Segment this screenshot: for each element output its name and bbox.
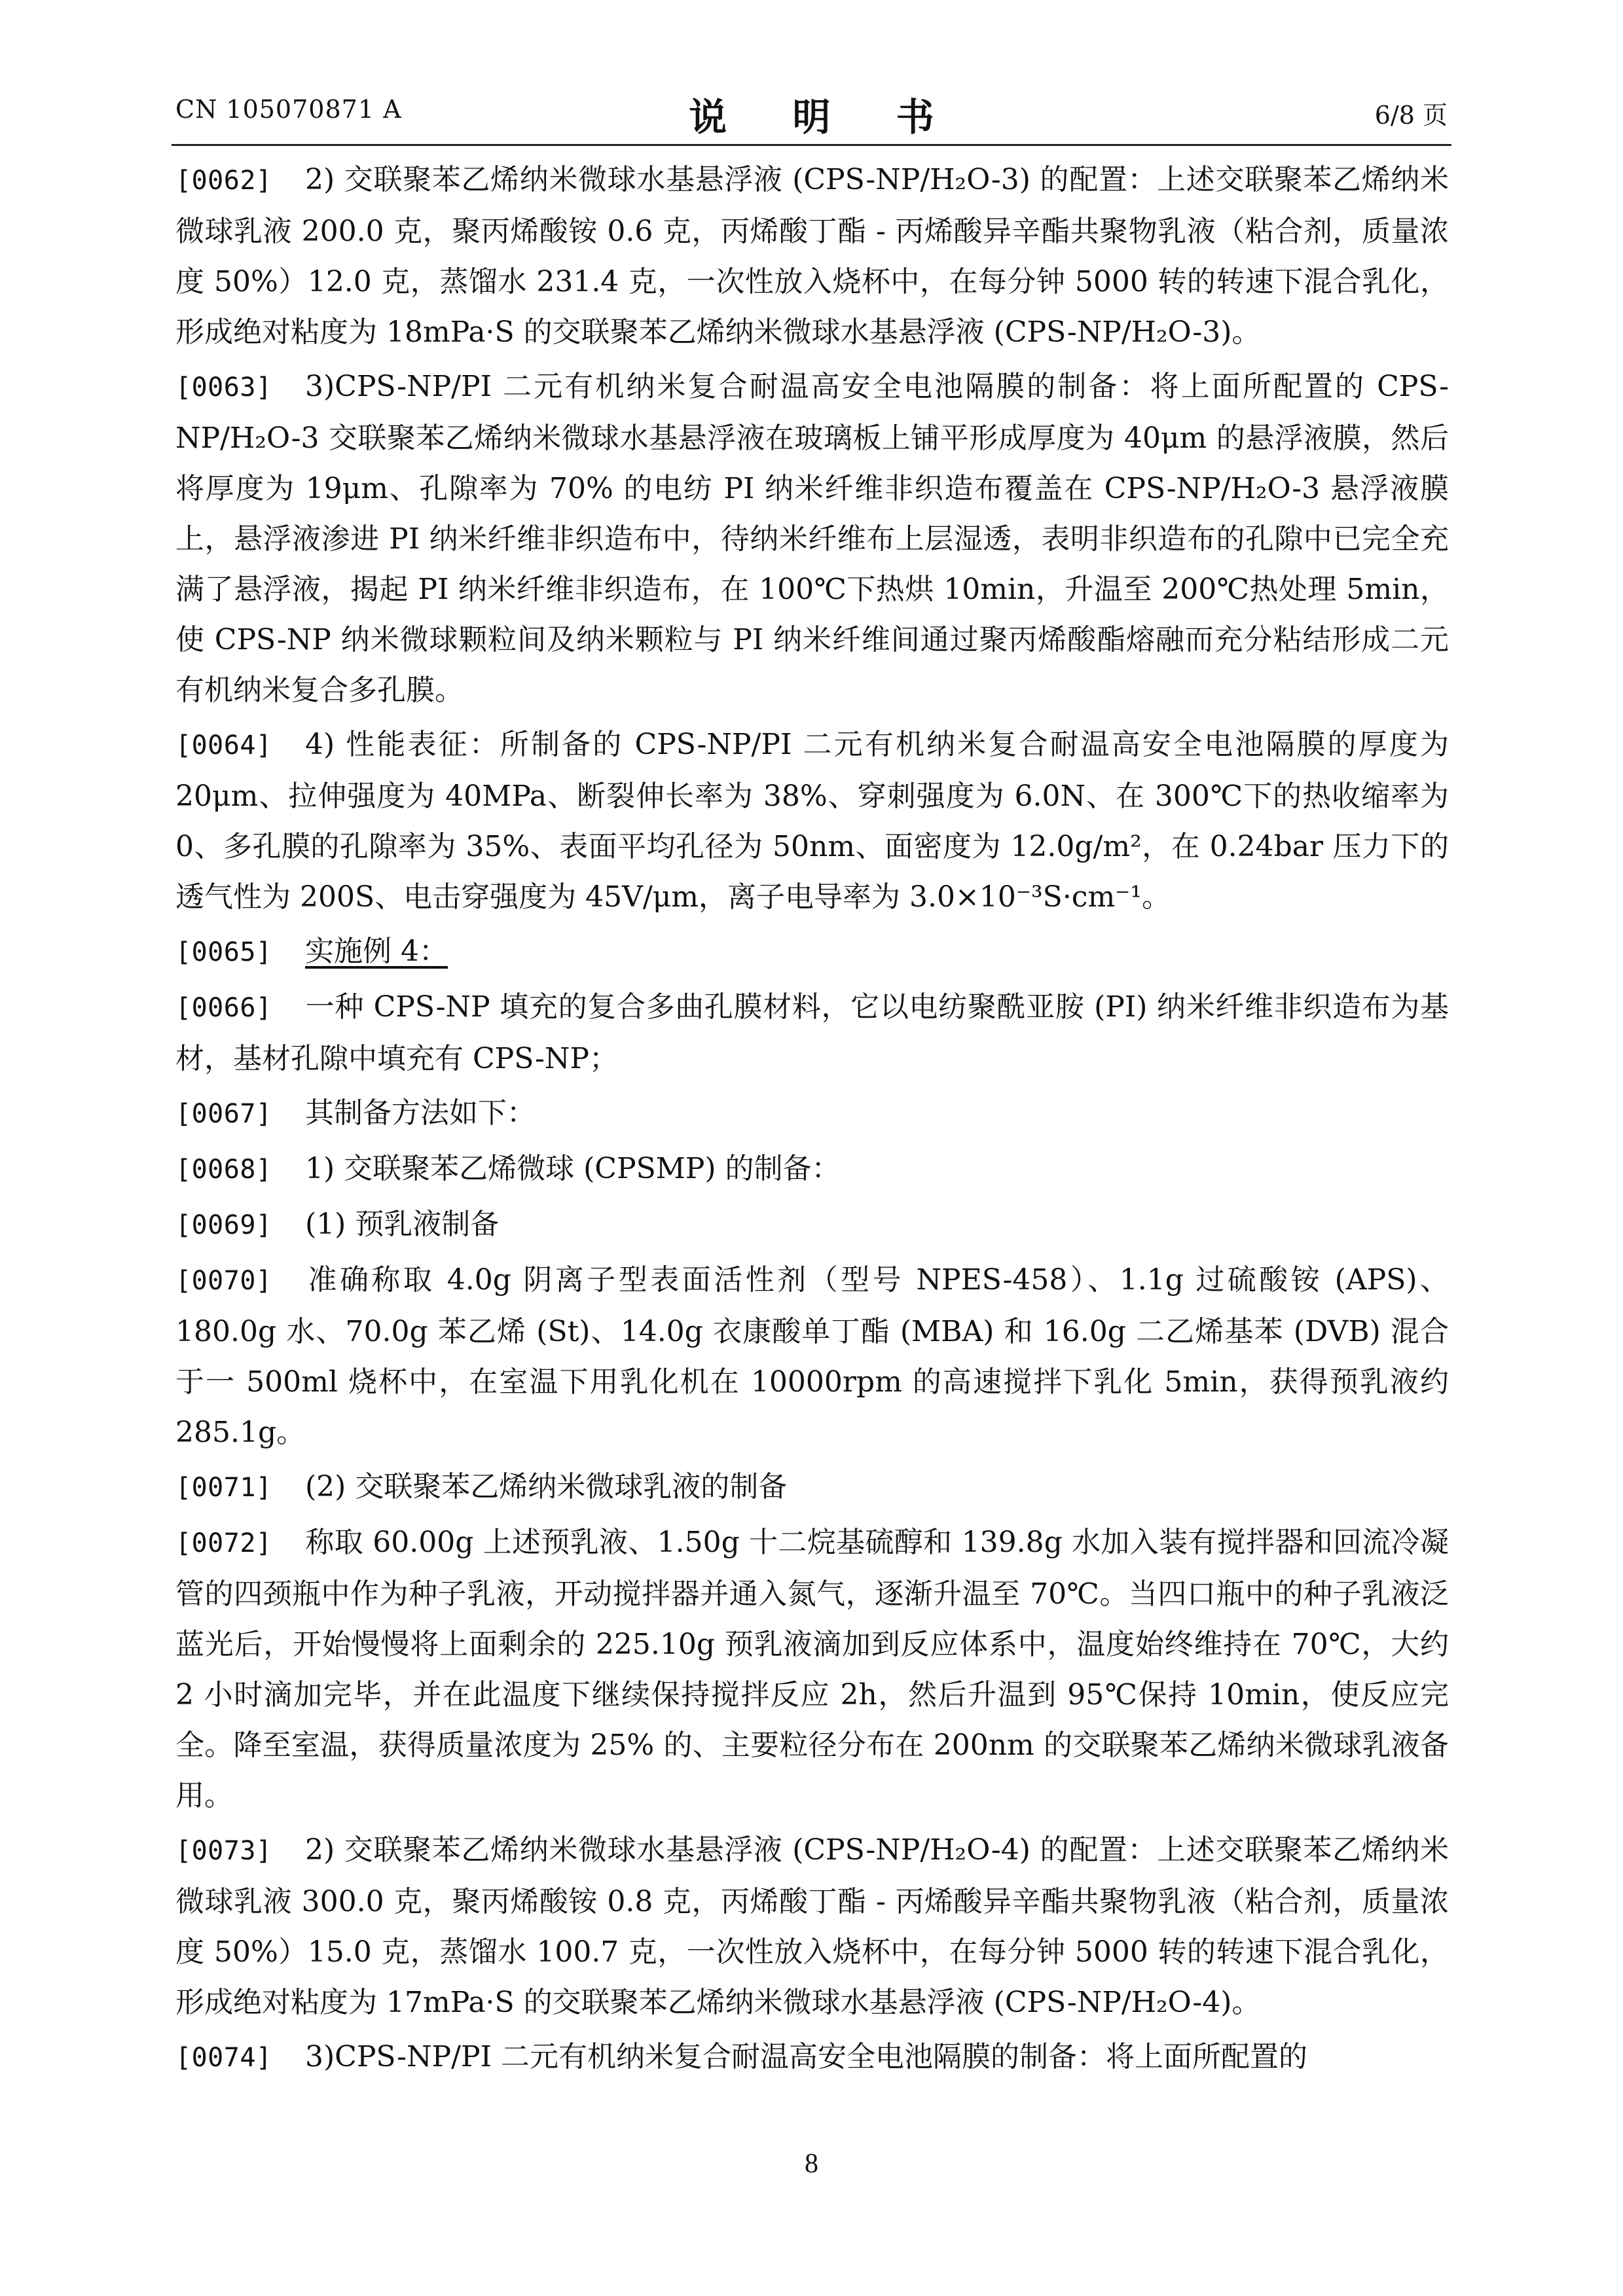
document-body xyxy=(175,154,1449,2087)
page-title: 说 明 书 xyxy=(689,95,960,139)
paragraph-number: [0066] xyxy=(175,993,272,1023)
paragraph-number: [0070] xyxy=(175,1266,272,1296)
page-number: 8 xyxy=(805,2149,818,2179)
paragraph-0062 xyxy=(175,154,1449,357)
document-number: CN 105070871 A xyxy=(175,95,402,124)
paragraph-number: [0068] xyxy=(175,1155,272,1185)
paragraph-text: 一种 CPS-NP 填充的复合多曲孔膜材料，它以电纺聚酰亚胺 (PI) 纳米纤维非织造布为基材，基材孔隙中填充有 CPS-NP； xyxy=(175,990,1449,1075)
header-divider xyxy=(172,144,1451,146)
paragraph-number: [0065] xyxy=(175,937,272,967)
paragraph-number: [0063] xyxy=(175,372,272,403)
paragraph-text: (1) 预乳液制备 xyxy=(305,1208,500,1241)
paragraph-0068 xyxy=(175,1143,1449,1195)
paragraph-0069 xyxy=(175,1199,1449,1251)
paragraph-0066 xyxy=(175,982,1449,1084)
paragraph-text: 2) 交联聚苯乙烯纳米微球水基悬浮液 (CPS-NP/H₂O-3) 的配置：上述交联聚苯乙烯纳米微球乳液 200.0 克，聚丙烯酸铵 0.6 克，丙烯酸丁酯 - 丙烯酸异辛酯共聚物乳液（粘合剂，质量浓度 50%）12.0 克，蒸馏水 231.4 克，一次性放入烧杯中，在每分钟 5000 转的转速下混合乳化，形成绝对粘度为 18mPa·S 的交联聚苯乙烯纳米微球水基悬浮液 (CPS-NP/H₂O-3)。 xyxy=(175,163,1449,349)
paragraph-number: [0071] xyxy=(175,1473,272,1503)
paragraph-text: 准确称取 4.0g 阴离子型表面活性剂（型号 NPES-458）、1.1g 过硫酸铵 (APS)、180.0g 水、70.0g 苯乙烯 (St)、14.0g 衣康酸单丁酯 (MBA) 和 16.0g 二乙烯基苯 (DVB) 混合于一 500ml 烧杯中，在室温下用乳化机在 10000rpm 的高速搅拌下乳化 5min，获得预乳液约 285.1g。 xyxy=(175,1263,1449,1449)
paragraph-text: 称取 60.00g 上述预乳液、1.50g 十二烷基硫醇和 139.8g 水加入装有搅拌器和回流冷凝管的四颈瓶中作为种子乳液，开动搅拌器并通入氮气，逐渐升温至 70℃。当四口瓶中的种子乳液泛蓝光后，开始慢慢将上面剩余的 225.10g 预乳液滴加到反应体系中，温度始终维持在 70℃，大约 2 小时滴加完毕，并在此温度下继续保持搅拌反应 2h，然后升温到 95℃保持 10min，使反应完全。降至室温，获得质量浓度为 25% 的、主要粒径分布在 200nm 的交联聚苯乙烯纳米微球乳液备用。 xyxy=(175,1526,1449,1812)
paragraph-0070 xyxy=(175,1255,1449,1458)
paragraph-0065 xyxy=(175,926,1449,978)
paragraph-0063 xyxy=(175,361,1449,715)
paragraph-number: [0074] xyxy=(175,2043,272,2073)
paragraph-text: 3)CPS-NP/PI 二元有机纳米复合耐温高安全电池隔膜的制备：将上面所配置的 xyxy=(305,2040,1307,2073)
paragraph-text: 3)CPS-NP/PI 二元有机纳米复合耐温高安全电池隔膜的制备：将上面所配置的 CPS-NP/H₂O-3 交联聚苯乙烯纳米微球水基悬浮液在玻璃板上铺平形成厚度为 40μm 的悬浮液膜，然后将厚度为 19μm、孔隙率为 70% 的电纺 PI 纳米纤维非织造布覆盖在 CPS-NP/H₂O-3 悬浮液膜上，悬浮液渗进 PI 纳米纤维非织造布中，待纳米纤维布上层湿透，表明非织造布的孔隙中已完全充满了悬浮液，揭起 PI 纳米纤维非织造布，在 100℃下热烘 10min，升温至 200℃热处理 5min，使 CPS-NP 纳米微球颗粒间及纳米颗粒与 PI 纳米纤维间通过聚丙烯酸酯熔融而充分粘结形成二元有机纳米复合多孔膜。 xyxy=(175,370,1449,707)
paragraph-text: 其制备方法如下： xyxy=(305,1096,536,1130)
paragraph-0074 xyxy=(175,2032,1449,2083)
paragraph-number: [0073] xyxy=(175,1836,272,1866)
example-heading: 实施例 4： xyxy=(305,935,448,968)
paragraph-0073 xyxy=(175,1825,1449,2028)
paragraph-0071 xyxy=(175,1462,1449,1513)
paragraph-text: 4) 性能表征：所制备的 CPS-NP/PI 二元有机纳米复合耐温高安全电池隔膜的厚度为 20μm、拉伸强度为 40MPa、断裂伸长率为 38%、穿刺强度为 6.0N、在 300℃下的热收缩率为 0、多孔膜的孔隙率为 35%、表面平均孔径为 50nm、面密度为 12.0g/m²，在 0.24bar 压力下的透气性为 200S、电击穿强度为 45V/μm，离子电导率为 3.0×10⁻³S·cm⁻¹。 xyxy=(175,728,1449,914)
paragraph-number: [0069] xyxy=(175,1210,272,1240)
paragraph-0064 xyxy=(175,719,1449,922)
paragraph-text: 2) 交联聚苯乙烯纳米微球水基悬浮液 (CPS-NP/H₂O-4) 的配置：上述交联聚苯乙烯纳米微球乳液 300.0 克，聚丙烯酸铵 0.8 克，丙烯酸丁酯 - 丙烯酸异辛酯共聚物乳液（粘合剂，质量浓度 50%）15.0 克，蒸馏水 100.7 克，一次性放入烧杯中，在每分钟 5000 转的转速下混合乳化，形成绝对粘度为 17mPa·S 的交联聚苯乙烯纳米微球水基悬浮液 (CPS-NP/H₂O-4)。 xyxy=(175,1833,1449,2019)
paragraph-0067 xyxy=(175,1088,1449,1139)
paragraph-text: 1) 交联聚苯乙烯微球 (CPSMP) 的制备： xyxy=(305,1152,841,1185)
paragraph-number: [0064] xyxy=(175,730,272,761)
paragraph-number: [0062] xyxy=(175,166,272,196)
paragraph-number: [0067] xyxy=(175,1099,272,1129)
paragraph-0072 xyxy=(175,1517,1449,1821)
paragraph-number: [0072] xyxy=(175,1528,272,1558)
paragraph-text: (2) 交联聚苯乙烯纳米微球乳液的制备 xyxy=(305,1470,788,1503)
page-count: 6/8 页 xyxy=(1374,101,1448,130)
